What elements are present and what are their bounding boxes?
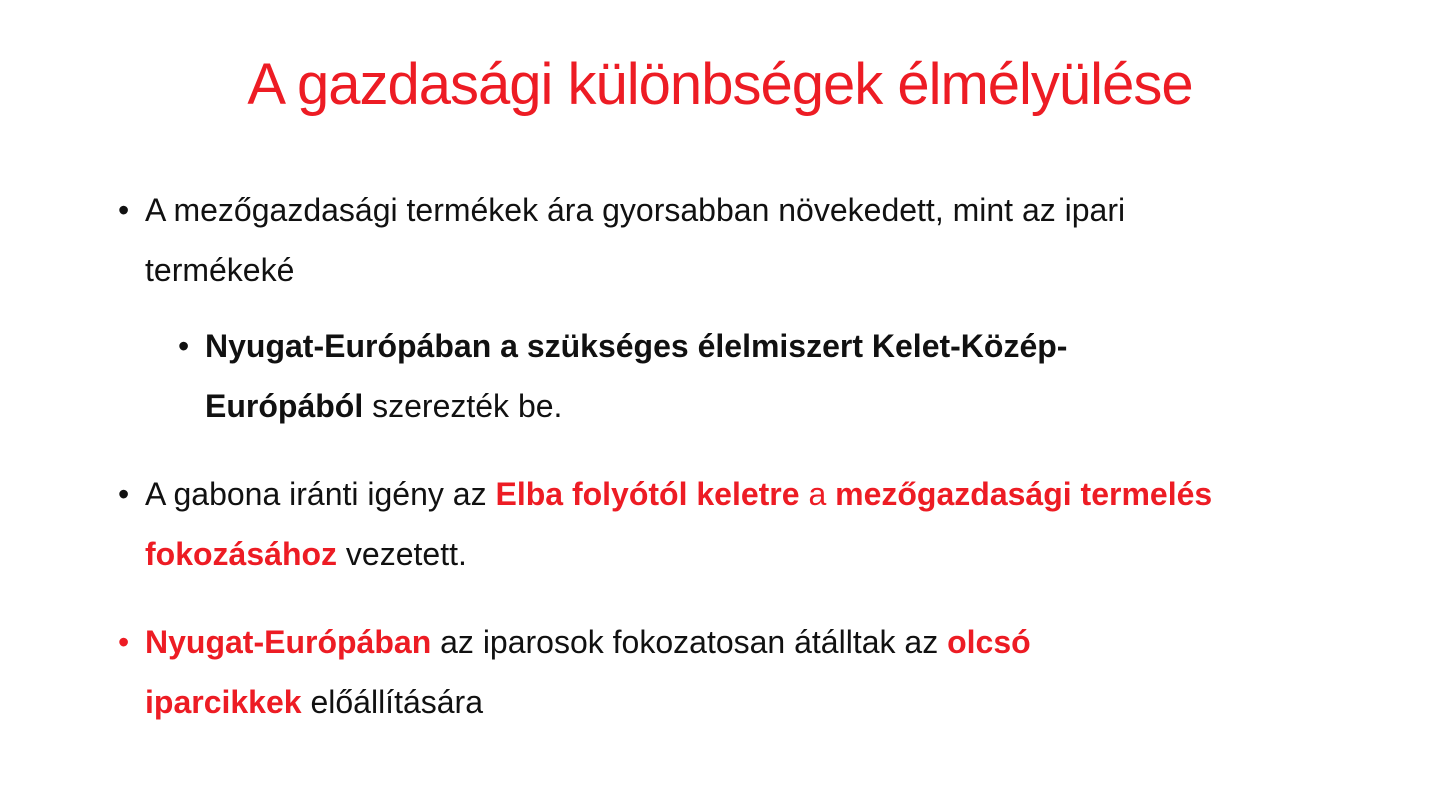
bullet-marker: •	[118, 192, 130, 228]
text-segment: A mezőgazdasági termékek ára gyorsabban növekedett, mint az ipari	[145, 192, 1126, 228]
text-segment: A gabona iránti igény az	[145, 476, 496, 512]
bullet-item	[118, 316, 1348, 436]
text-segment: vezetett.	[337, 536, 467, 572]
text-segment: iparcikkek	[145, 684, 302, 720]
text-segment: szerezték be.	[363, 388, 563, 424]
text-segment: fokozásához	[145, 536, 338, 572]
bullet-item	[118, 180, 1348, 300]
bullet-marker: •	[178, 328, 190, 364]
text-segment: a	[799, 476, 836, 512]
bullet-text	[145, 612, 1348, 732]
bullet-text	[145, 464, 1348, 584]
bullet-marker: •	[118, 624, 130, 660]
bullet-item	[118, 612, 1348, 732]
text-segment: Európából	[205, 388, 364, 424]
bullet-item	[118, 464, 1348, 584]
text-segment: termékeké	[145, 252, 295, 288]
bullet-list	[118, 180, 1348, 760]
text-segment: olcsó	[947, 624, 1031, 660]
bullet-text	[145, 180, 1348, 300]
text-segment: előállítására	[301, 684, 483, 720]
text-segment: mezőgazdasági termelés	[835, 476, 1213, 512]
slide-title: A gazdasági különbségek élmélyülése	[247, 52, 1193, 117]
text-segment: Elba folyótól keletre	[495, 476, 800, 512]
bullet-text	[205, 316, 1348, 436]
text-segment: Nyugat-Európában	[145, 624, 432, 660]
text-segment: az iparosok fokozatosan átálltak az	[431, 624, 948, 660]
bullet-marker: •	[118, 476, 130, 512]
text-segment: Nyugat-Európában a szükséges élelmiszert Kelet-Közép-	[205, 328, 1068, 364]
